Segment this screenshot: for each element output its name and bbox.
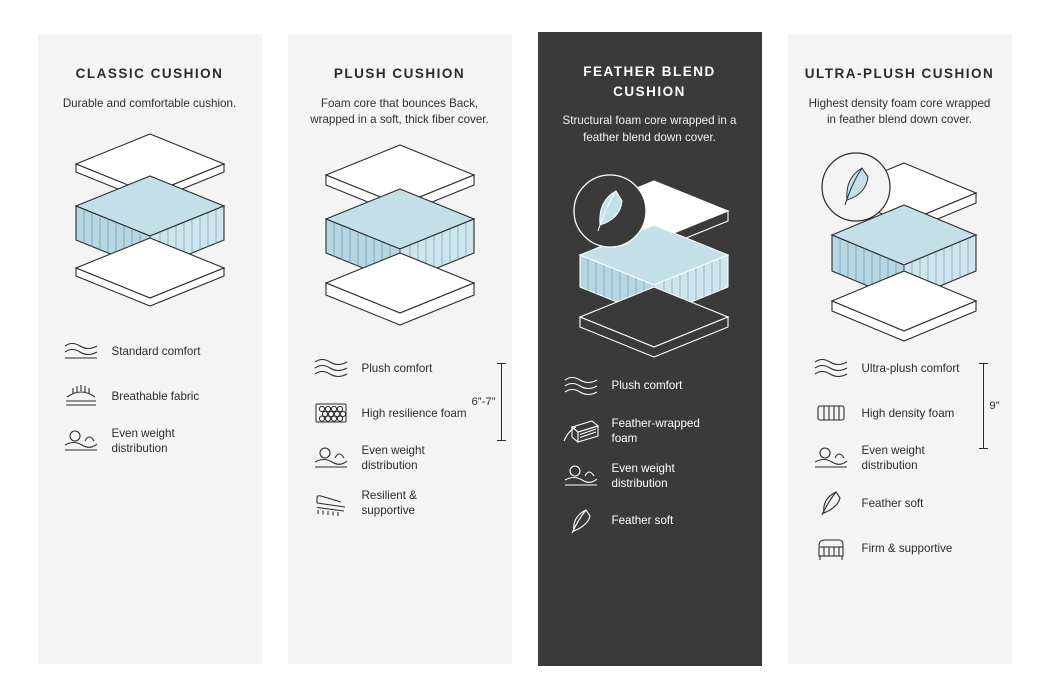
even-weight-icon <box>561 459 601 493</box>
card-ultra-plush-cushion <box>788 34 1012 664</box>
card-title: PLUSH CUSHION <box>333 66 466 81</box>
feature-item <box>61 424 246 458</box>
cushion-layers-illustration <box>554 153 746 365</box>
feature-label: Plush comfort <box>611 379 683 393</box>
dimension-label: 6”-7” <box>471 396 496 409</box>
wavy-lines-icon <box>311 351 351 385</box>
wavy-lines-icon <box>61 334 101 368</box>
feature-label: Even weight distribution <box>111 427 175 456</box>
feature-item <box>561 369 746 403</box>
feature-label: Breathable fabric <box>111 389 200 403</box>
supportive-seat-icon <box>311 486 351 520</box>
feature-label: High resilience foam <box>361 406 467 420</box>
feather-icon <box>811 486 851 520</box>
card-plush-cushion <box>288 34 512 664</box>
feature-item <box>811 441 996 475</box>
firm-support-icon <box>811 531 851 565</box>
dimension-callout <box>983 363 999 449</box>
feature-list <box>554 369 746 538</box>
feature-item <box>61 379 246 413</box>
feature-label: Ultra-plush comfort <box>861 361 960 375</box>
card-classic-cushion <box>38 34 262 664</box>
feature-label: Even weight distribution <box>611 461 675 490</box>
breathable-fabric-icon <box>61 379 101 413</box>
cushion-layers-illustration <box>804 135 996 347</box>
card-feather-blend-cushion <box>538 32 762 666</box>
even-weight-icon <box>61 424 101 458</box>
feature-item <box>311 486 496 520</box>
card-title: ULTRA-PLUSH CUSHION <box>804 66 995 81</box>
even-weight-icon <box>311 441 351 475</box>
even-weight-icon <box>811 441 851 475</box>
feature-item <box>561 504 746 538</box>
honeycomb-icon <box>311 396 351 430</box>
feature-label: Resilient & supportive <box>361 489 417 518</box>
feature-label: Feather-wrapped foam <box>611 416 700 445</box>
wavy-lines-icon <box>811 351 851 385</box>
feature-label: Standard comfort <box>111 344 201 358</box>
feature-label: Feather soft <box>611 514 674 528</box>
feature-item <box>311 441 496 475</box>
cushion-layers-illustration <box>54 118 246 330</box>
dimension-callout <box>471 363 501 441</box>
feather-badge-icon <box>822 153 890 221</box>
feature-label: Even weight distribution <box>861 444 925 473</box>
feature-item <box>61 334 246 368</box>
dimension-bar <box>501 363 502 441</box>
feature-list <box>304 351 496 520</box>
feature-label: Even weight distribution <box>361 444 425 473</box>
cushion-layers-illustration <box>304 135 496 347</box>
feature-label: Plush comfort <box>361 361 433 375</box>
feature-list <box>54 334 246 458</box>
dimension-bar <box>983 363 984 449</box>
feature-label: Firm & supportive <box>861 541 953 555</box>
card-description: Highest density foam core wrapped in feather blend down cover. <box>808 96 991 127</box>
density-bars-icon <box>811 396 851 430</box>
card-description: Durable and comfortable cushion. <box>62 96 237 110</box>
feature-list <box>804 351 996 565</box>
feature-item <box>811 531 996 565</box>
card-title: FEATHER BLEND CUSHION <box>583 64 716 99</box>
cushion-exploded-diagram <box>554 153 746 365</box>
feature-item <box>811 486 996 520</box>
feature-item <box>811 351 996 385</box>
card-description: Structural foam core wrapped in a feather blend down cover. <box>562 114 737 144</box>
feather-badge-icon <box>574 175 646 247</box>
feature-item <box>311 351 496 385</box>
feature-item <box>561 414 746 448</box>
feature-item <box>811 396 996 430</box>
dimension-label: 9” <box>989 400 1000 413</box>
cushion-exploded-diagram <box>54 118 246 330</box>
card-description: Foam core that bounces Back, wrapped in a soft, thick fiber cover. <box>310 96 489 127</box>
feather-wrapped-block-icon <box>561 414 601 448</box>
feature-label: High density foam <box>861 406 955 420</box>
feature-label: Feather soft <box>861 496 924 510</box>
card-title: CLASSIC CUSHION <box>75 66 224 81</box>
feature-item <box>561 459 746 493</box>
feather-icon <box>561 504 601 538</box>
feature-item <box>311 396 496 430</box>
wavy-lines-icon <box>561 369 601 403</box>
